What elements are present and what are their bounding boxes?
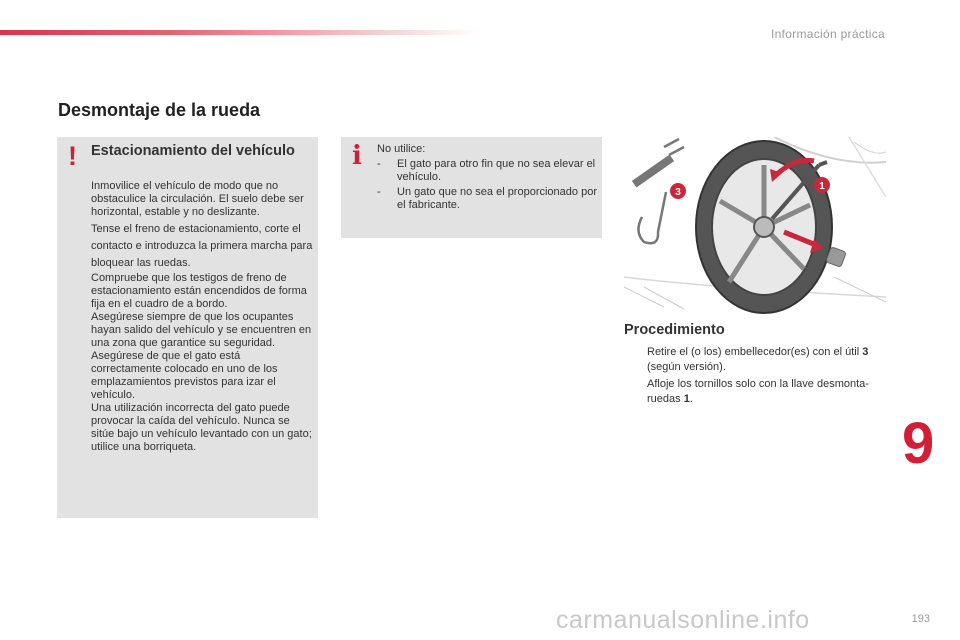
step-text [647,345,886,375]
checkbox-bullet-icon [624,345,647,375]
step-2-ref: 1 [683,393,690,405]
warning-box [57,137,318,518]
warning-paragraph: Inmovilice el vehículo de modo que no obstaculice la circulación. El suelo debe ser horizontal, estable y no deslizante. [91,180,304,218]
info-box [341,137,602,238]
wheel-removal-illustration [624,137,886,315]
warning-paragraph: Asegúrese de que el gato está correctamente colocado en uno de los emplazamientos previstos para izar el vehículo. [91,350,278,401]
step-text [647,377,886,407]
warning-paragraph: Tense el freno de estacionamiento, corte el contacto e introduzca la primera marcha para bloquear las ruedas. [91,223,313,269]
warning-paragraph: Asegúrese siempre de que los ocupantes hayan salido del vehículo y se encuentren en una zona que garantice su seguridad. [91,311,312,349]
warning-icon: ! [68,141,77,171]
page-title: Desmontaje de la rueda [58,100,261,120]
callout-1-label: 1 [819,181,825,192]
list-item [377,158,597,184]
procedure-list [624,345,886,409]
watermark: carmanualsonline.info [556,606,810,634]
step-2-text: Afloje los tornillos solo con la llave desmonta-ruedas [647,378,869,405]
dash-marker: - [377,186,381,198]
warning-title: Estacionamiento del vehículo [91,143,295,159]
warning-body [91,180,313,454]
step-2-tail: . [689,393,693,405]
step-1-tail: (según versión). [647,361,726,373]
chapter-number: 9 [902,411,935,476]
list-item [624,345,886,375]
info-body [377,143,597,214]
top-accent-bar [0,30,480,35]
procedure-title: Procedimiento [624,322,725,338]
warning-paragraph: Una utilización incorrecta del gato puede provocar la caída del vehículo. Nunca se sitúe bajo un vehículo levantado con un gato; utilice una borriqueta. [91,402,312,453]
step-1-text: Retire el (o los) embellecedor(es) con el útil [647,346,860,358]
warning-paragraph: Compruebe que los testigos de freno de estacionamiento están encendidos de forma fija en el cuadro de a bordo. [91,272,307,310]
list-item [377,186,597,212]
page-number: 193 [911,613,930,625]
list-item [624,377,886,407]
checkbox-bullet-icon [624,377,647,407]
list-item-text: Un gato que no sea el proporcionado por el fabricante. [397,186,597,211]
dash-marker: - [377,158,381,170]
list-item-text: El gato para otro fin que no sea elevar el vehículo. [397,158,596,183]
info-icon: i [352,141,362,171]
step-1-ref: 3 [862,346,869,358]
section-header: Información práctica [770,27,885,41]
callout-3-label: 3 [675,187,681,198]
info-intro: No utilice: [377,143,426,155]
